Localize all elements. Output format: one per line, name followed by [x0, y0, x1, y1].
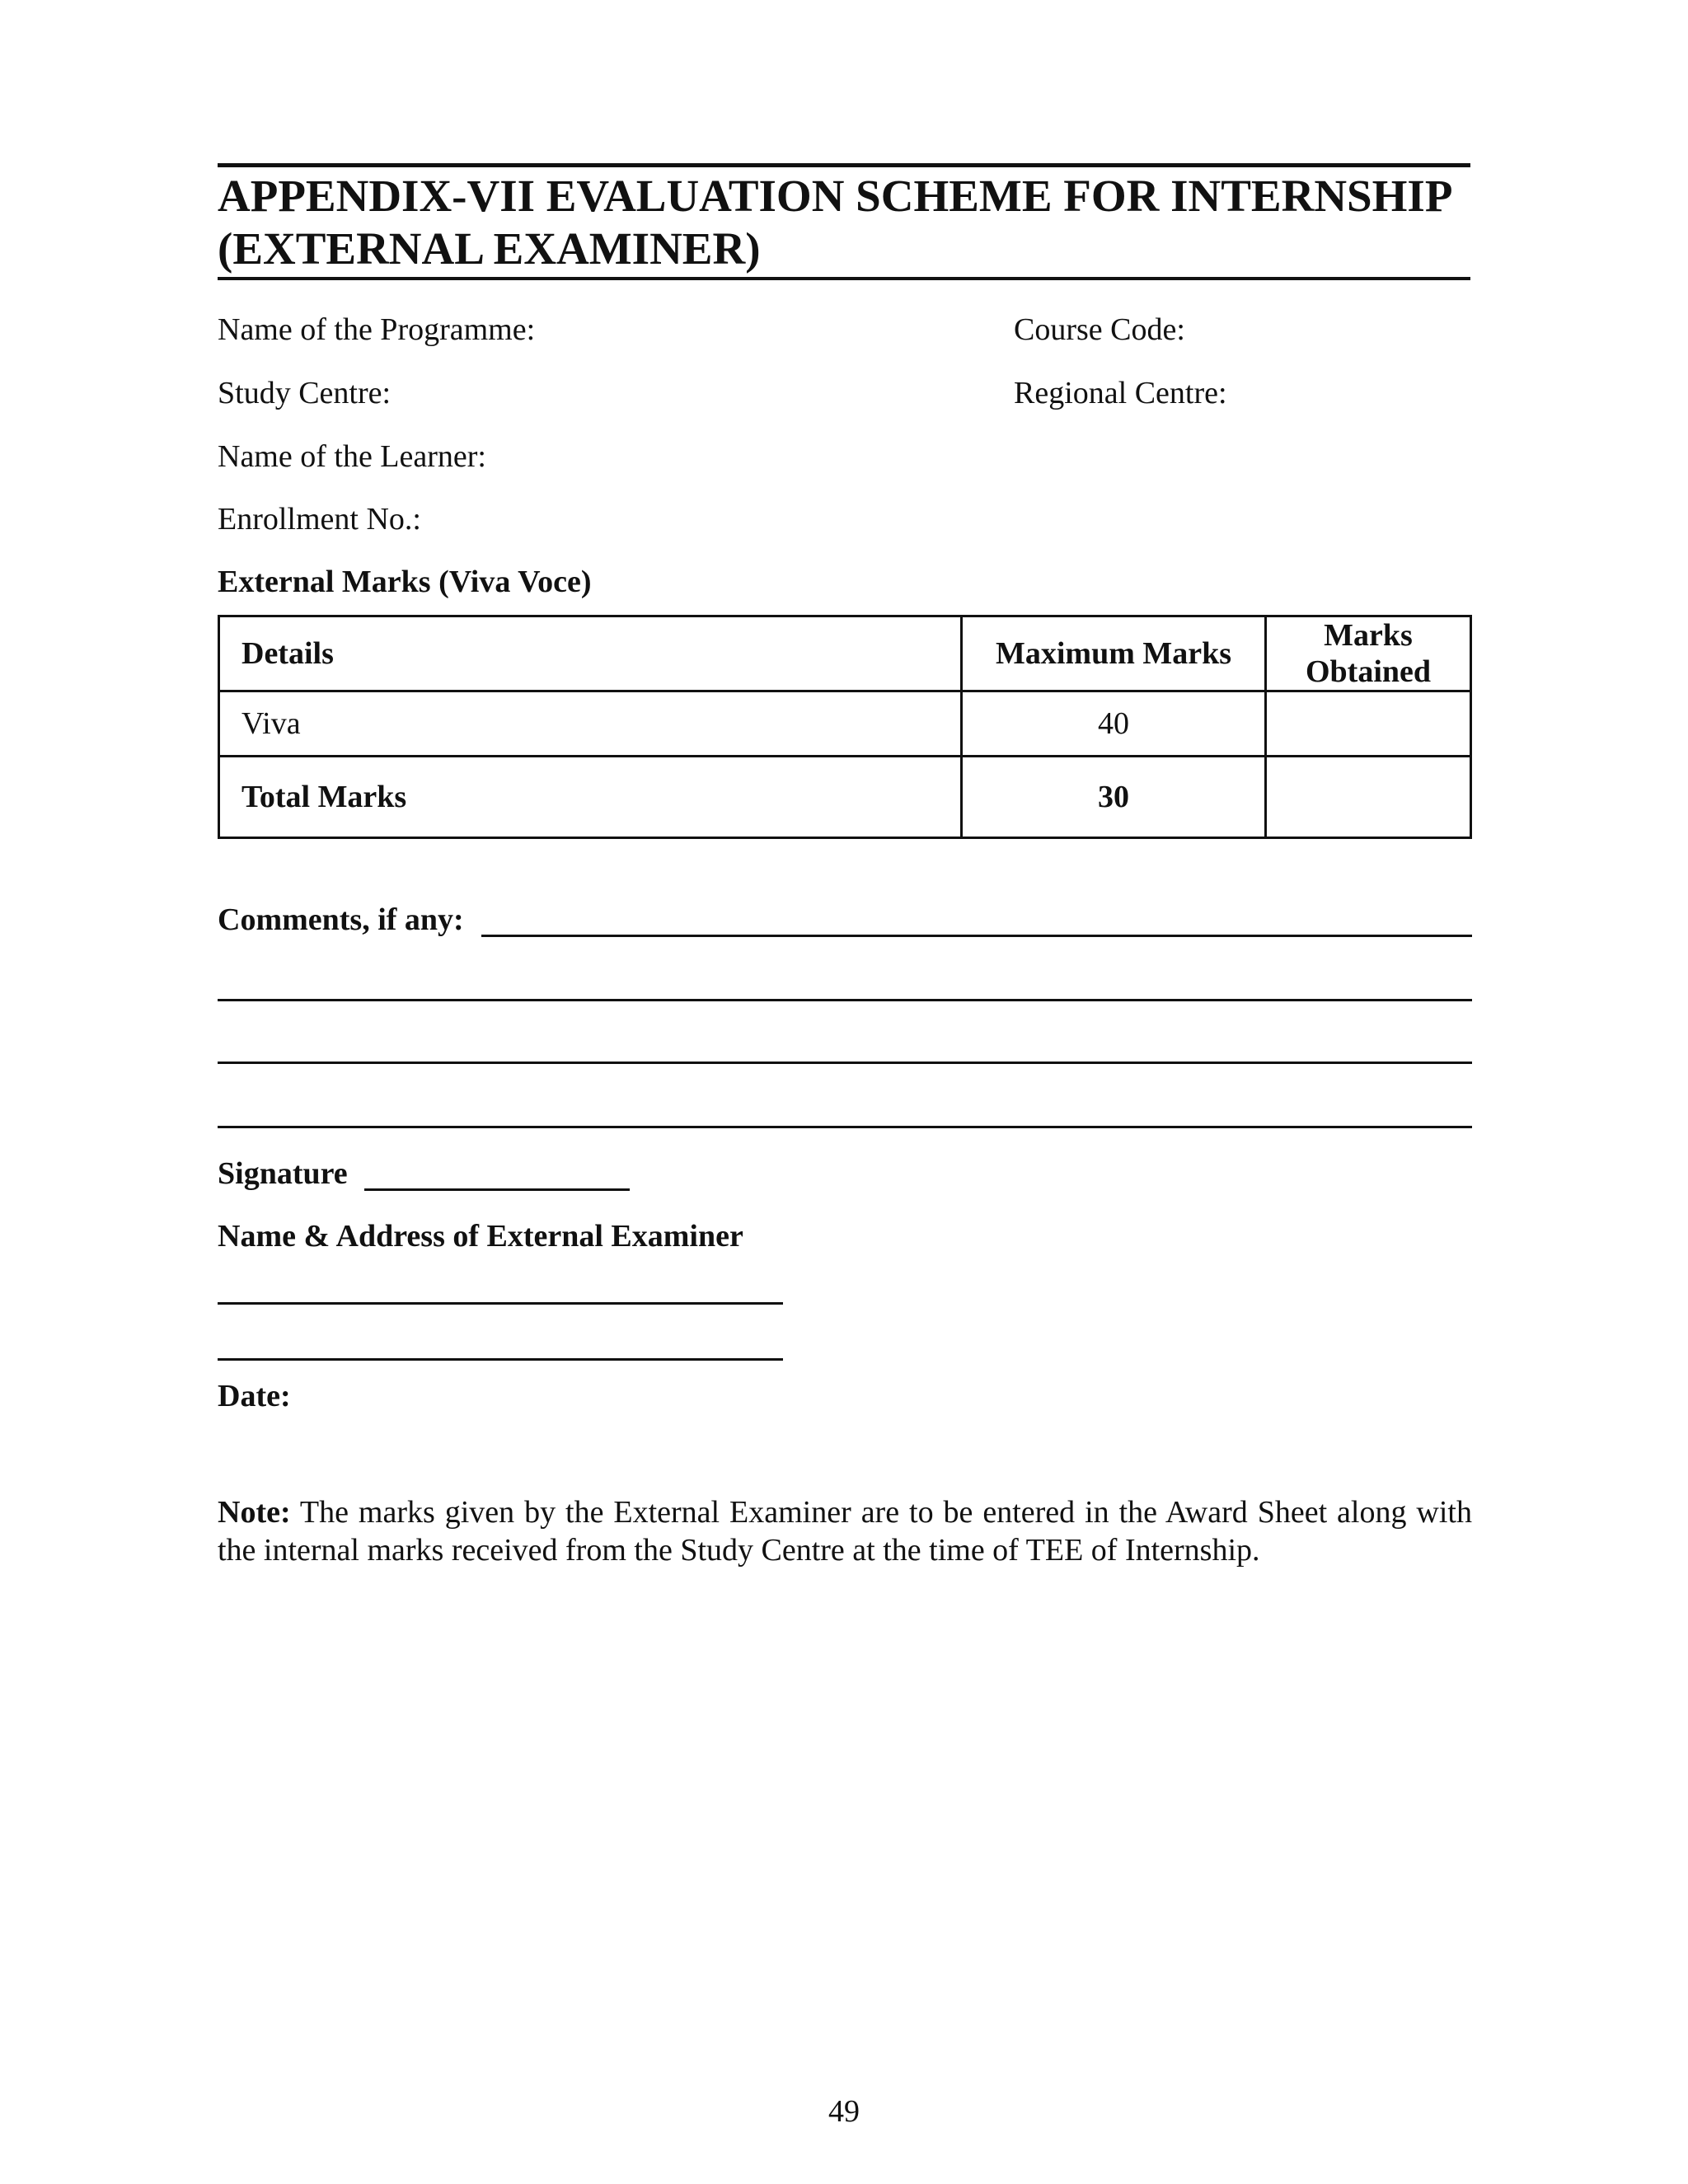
note-label: Note:: [218, 1495, 291, 1530]
note-text: The marks given by the External Examiner are to be entered in the Award Sheet along with the internal marks received from the Study Centre at the time of TEE of Internship.: [218, 1495, 1472, 1568]
table-header-row: [219, 616, 1471, 691]
programme-label: Name of the Programme:: [218, 312, 536, 347]
marks-table: [218, 615, 1472, 839]
header-maximum-marks: Maximum Marks: [962, 616, 1266, 691]
row-details: Viva: [219, 691, 962, 757]
title-bottom-rule: [218, 277, 1470, 280]
examiner-label: Name & Address of External Examiner: [218, 1219, 743, 1254]
comments-label: Comments, if any:: [218, 902, 464, 937]
comments-line[interactable]: [218, 1062, 1472, 1064]
comments-line[interactable]: [218, 1126, 1472, 1128]
row-max-marks: 30: [962, 757, 1266, 838]
header-marks-obtained: Marks Obtained: [1266, 616, 1471, 691]
date-label: Date:: [218, 1379, 291, 1413]
page-title: APPENDIX-VII EVALUATION SCHEME FOR INTERNSHIP (EXTERNAL EXAMINER): [218, 171, 1451, 274]
signature-label: Signature: [218, 1156, 348, 1191]
row-details: Total Marks: [219, 757, 962, 838]
course-code-label: Course Code:: [1014, 312, 1185, 347]
learner-label: Name of the Learner:: [218, 439, 486, 474]
comments-line[interactable]: [481, 935, 1472, 937]
regional-centre-label: Regional Centre:: [1014, 376, 1227, 410]
examiner-address-line[interactable]: [218, 1358, 783, 1361]
study-centre-label: Study Centre:: [218, 376, 392, 410]
header-details: Details: [219, 616, 962, 691]
row-marks-obtained[interactable]: [1266, 691, 1471, 757]
enrollment-label: Enrollment No.:: [218, 502, 421, 537]
page-number: 49: [828, 2094, 860, 2129]
table-row: [219, 757, 1471, 838]
row-marks-obtained[interactable]: [1266, 757, 1471, 838]
external-marks-heading: External Marks (Viva Voce): [218, 565, 592, 599]
table-row: [219, 691, 1471, 757]
row-max-marks: 40: [962, 691, 1266, 757]
note-paragraph: [218, 1493, 1472, 1569]
title-top-rule: [218, 163, 1470, 167]
comments-line[interactable]: [218, 999, 1472, 1001]
signature-line[interactable]: [364, 1188, 630, 1191]
examiner-address-line[interactable]: [218, 1302, 783, 1305]
